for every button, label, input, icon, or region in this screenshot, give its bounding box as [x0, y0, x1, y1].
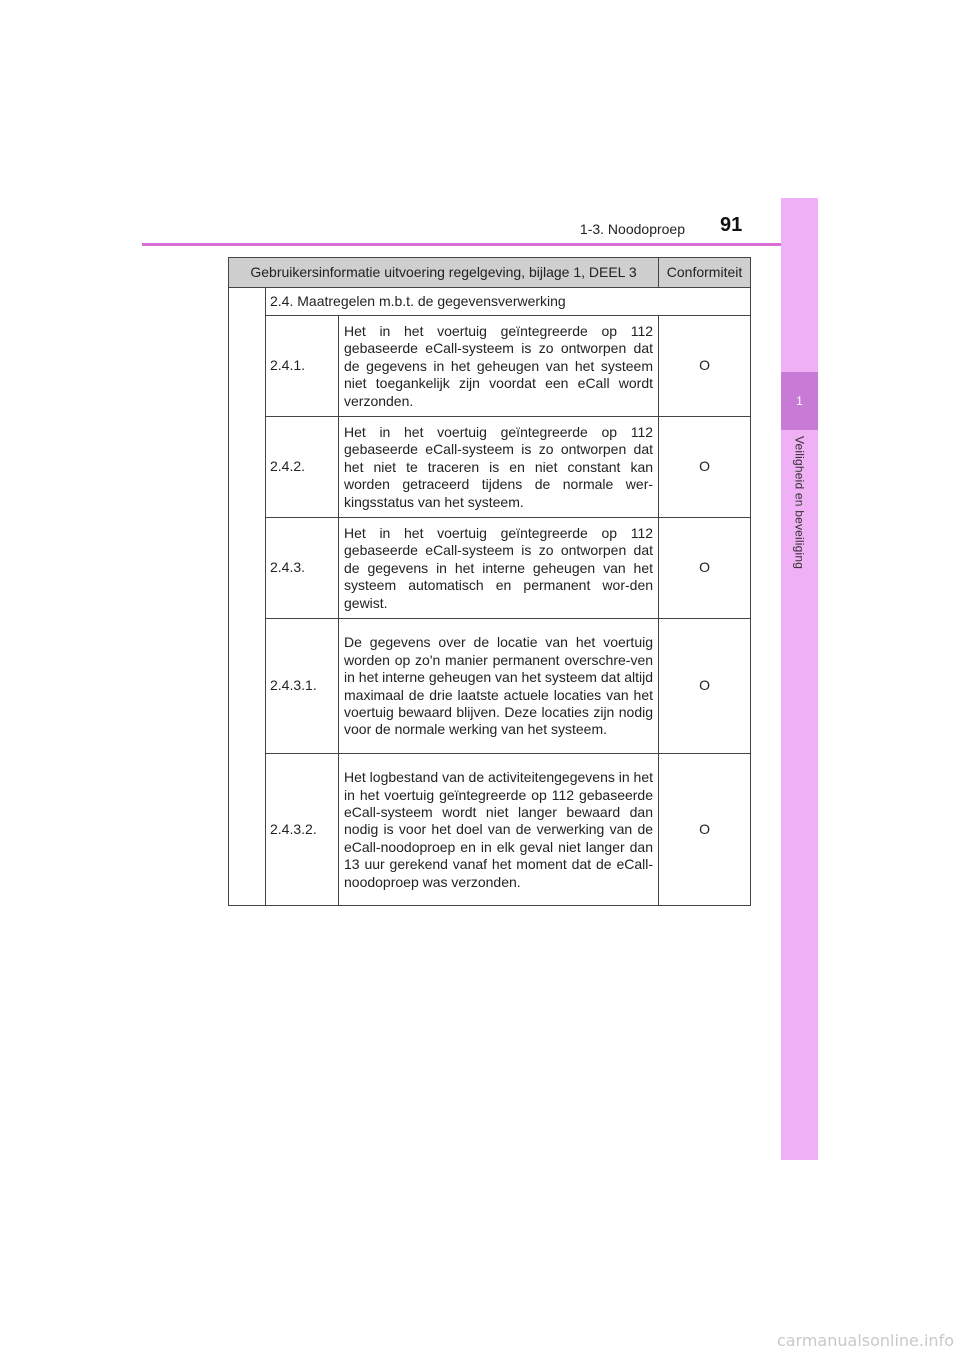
chapter-number: 1: [781, 372, 818, 430]
row-code: 2.4.3.: [266, 518, 339, 619]
row-conformity: O: [659, 619, 751, 754]
row-conformity: O: [659, 316, 751, 417]
table-row: [229, 518, 751, 619]
row-code: 2.4.3.2.: [266, 754, 339, 906]
row-code: 2.4.1.: [266, 316, 339, 417]
table-header-row: [229, 258, 751, 288]
section-title: 2.4. Maatregelen m.b.t. de gegevensverwerking: [266, 288, 751, 316]
header-rule: [142, 243, 818, 246]
row-text: Het in het voertuig geïntegreerde op 112 gebaseerde eCall-systeem is zo ontworpen dat de gegevens in het geheugen van het systeem niet toegankelijk zijn voordat een eCall wordt verzonden.: [339, 316, 659, 417]
table-row: [229, 754, 751, 906]
table-row: [229, 316, 751, 417]
row-text: Het logbestand van de activiteitengegevens in het in het voertuig geïntegreerde op 112 gebaseerde eCall-systeem wordt niet langer bewaard dan nodig is voor het doel van de verwerking van de eCall-noodoproep en in elk geval niet langer dan 13 uur gerekend vanaf het moment dat de eCall-noodoproep was verzonden.: [339, 754, 659, 906]
chapter-side-tab: [781, 198, 818, 1160]
row-text: De gegevens over de locatie van het voertuig worden op zo'n manier permanent overschre-ven in het interne geheugen van het systeem dat altijd maximaal de drie laatste actuele locaties van het voertuig bewaard blijven. Deze locaties zijn nodig voor de normale werking van het systeem.: [339, 619, 659, 754]
chapter-title-text: Veiligheid en beveiliging: [792, 436, 807, 570]
indent-cell: [229, 288, 266, 906]
header-section-title: 1-3. Noodoproep: [579, 221, 685, 237]
table-row: [229, 417, 751, 518]
header-conformity: Conformiteit: [659, 258, 751, 288]
chapter-title: [781, 436, 818, 656]
row-conformity: O: [659, 417, 751, 518]
row-text: Het in het voertuig geïntegreerde op 112 gebaseerde eCall-systeem is zo ontworpen dat het niet te traceren is en niet constant kan worden getraceerd tijdens de normale wer-kingsstatus van het systeem.: [339, 417, 659, 518]
table-row: [229, 619, 751, 754]
row-conformity: O: [659, 754, 751, 906]
regulation-table: [228, 257, 751, 906]
watermark: carmanualsonline.info: [776, 1331, 954, 1350]
page-number: 91: [720, 214, 743, 236]
row-text: Het in het voertuig geïntegreerde op 112 gebaseerde eCall-systeem is zo ontworpen dat de gegevens in het interne geheugen van het systeem automatisch en permanent wor-den gewist.: [339, 518, 659, 619]
row-code: 2.4.2.: [266, 417, 339, 518]
section-row: [229, 288, 751, 316]
header-user-info: Gebruikersinformatie uitvoering regelgeving, bijlage 1, DEEL 3: [229, 258, 659, 288]
row-conformity: O: [659, 518, 751, 619]
row-code: 2.4.3.1.: [266, 619, 339, 754]
